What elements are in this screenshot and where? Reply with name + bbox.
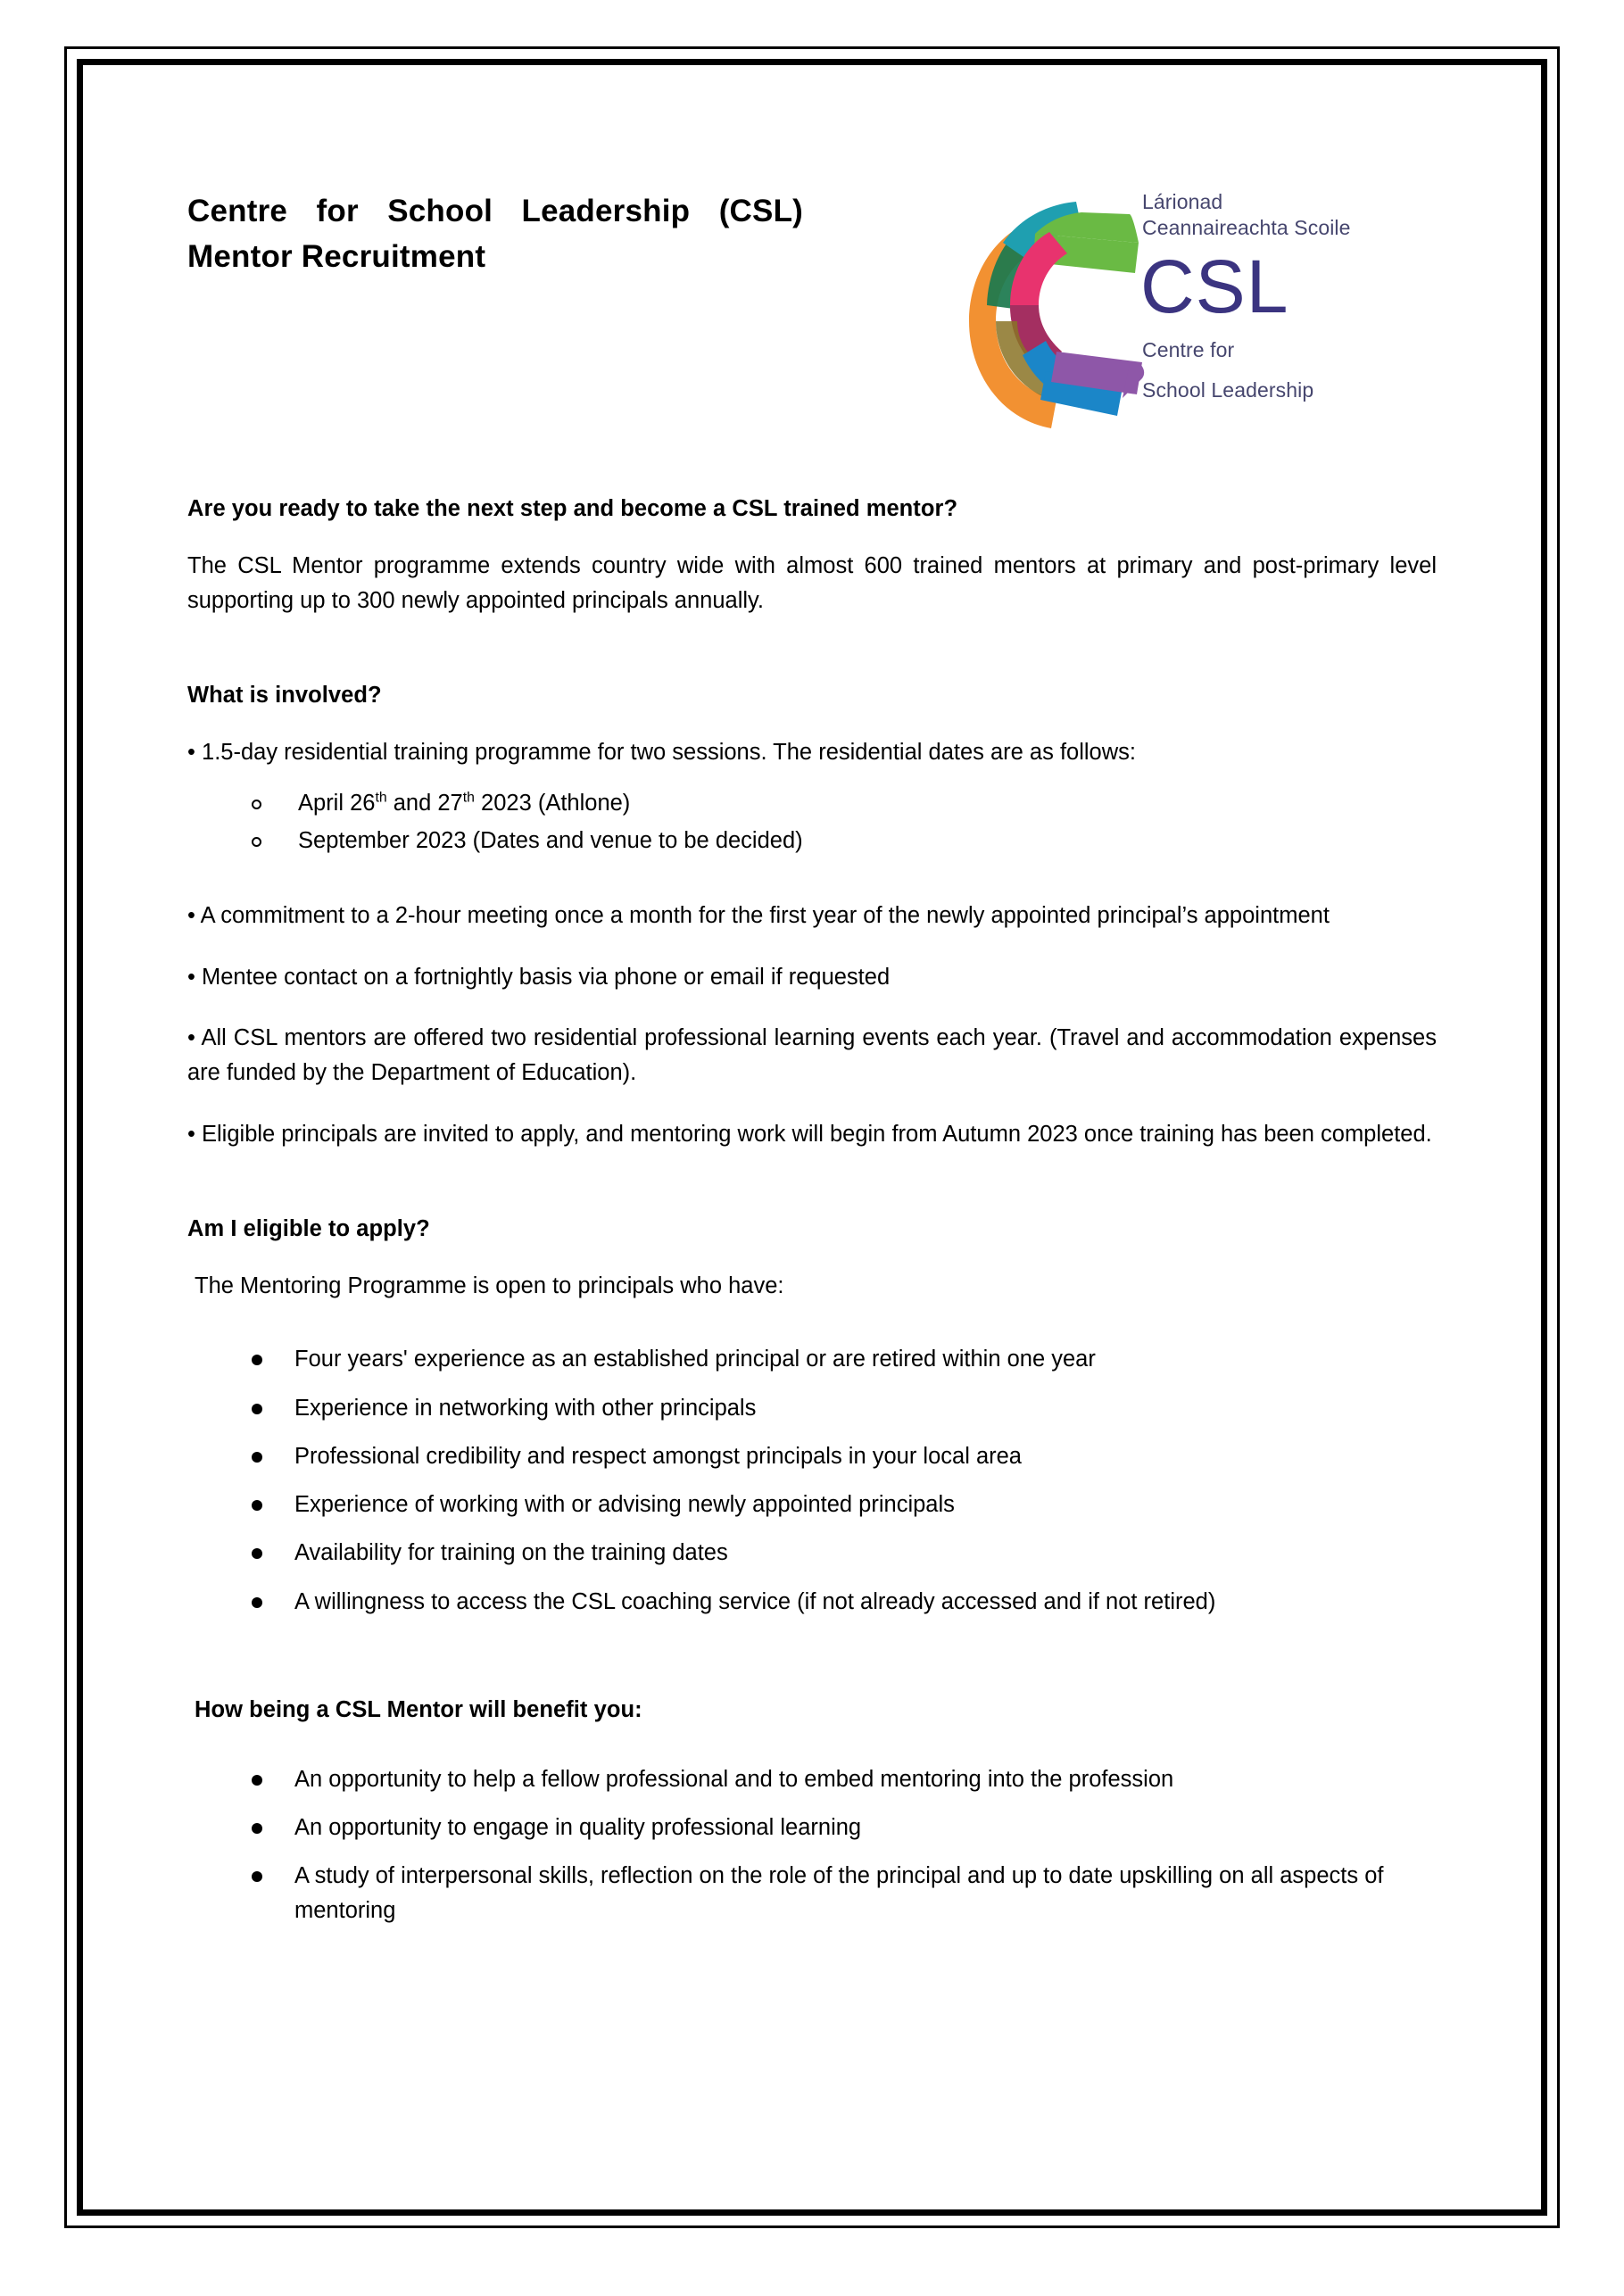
document-header xyxy=(187,134,1437,457)
spacer xyxy=(187,522,1437,549)
section-heading-eligibility: Am I eligible to apply? xyxy=(187,1215,430,1241)
spacer xyxy=(187,1303,1437,1342)
logo-gaelic-line-2: Ceannaireachta Scoile xyxy=(1142,215,1351,239)
logo-tagline-line-2: School Leadership xyxy=(1142,378,1314,402)
intro-paragraph: The CSL Mentor programme extends country wide with almost 600 trained mentors at primary and post-primary level supporting up to 300 newly appointed principals annually. xyxy=(187,553,1437,613)
list-item: Experience of working with or advising newly appointed principals xyxy=(187,1488,1437,1521)
csl-logo xyxy=(964,189,1437,457)
spacer xyxy=(187,994,1437,1021)
list-item xyxy=(187,823,1437,859)
page-title xyxy=(187,189,803,280)
spacer xyxy=(187,1090,1437,1117)
list-item: An opportunity to help a fellow professional and to embed mentoring into the profession xyxy=(187,1762,1437,1796)
sub-bullet-1-prefix: September 2023 (Dates and venue to be decided) xyxy=(298,827,803,853)
involved-bullet-1: • 1.5-day residential training programme for two sessions. The residential dates are as follows: xyxy=(187,739,1136,765)
sub-bullet-0-sup2: th xyxy=(462,790,475,806)
involved-bullet-5: • Eligible principals are invited to apply, and mentoring work will begin from Autumn 2023 once training has been completed. xyxy=(187,1121,1432,1147)
sub-bullet-0-suffix: 2023 (Athlone) xyxy=(474,791,631,816)
list-item: A study of interpersonal skills, reflection on the role of the principal and up to date upskilling on all aspects of mentoring xyxy=(187,1859,1437,1927)
csl-logo-text xyxy=(1142,189,1437,403)
page-title-line-1: Centre for School Leadership (CSL) xyxy=(187,194,803,228)
list-item: Professional credibility and respect amongst principals in your local area xyxy=(187,1439,1437,1473)
spacer xyxy=(187,933,1437,960)
list-item: Four years' experience as an established principal or are retired within one year xyxy=(187,1342,1437,1376)
section-heading-intro: Are you ready to take the next step and become a CSL trained mentor? xyxy=(187,496,958,521)
logo-wordmark: CSL xyxy=(1140,244,1289,328)
logo-tagline-line-1: Centre for xyxy=(1142,338,1235,362)
eligibility-list xyxy=(187,1342,1437,1619)
spacer xyxy=(187,1152,1437,1216)
residential-dates-list xyxy=(187,785,1437,859)
spacer xyxy=(187,1242,1437,1269)
csl-logo-mark-icon xyxy=(964,196,1156,435)
list-item xyxy=(187,785,1437,822)
benefits-list xyxy=(187,1762,1437,1927)
involved-bullet-3: • Mentee contact on a fortnightly basis via phone or email if requested xyxy=(187,964,891,990)
page-title-line-2: Mentor Recruitment xyxy=(187,238,486,274)
involved-bullet-4: • All CSL mentors are offered two residential professional learning events each year. (Travel and accommodation expenses are funded by the Department of Education). xyxy=(187,1025,1437,1086)
list-item: An opportunity to engage in quality professional learning xyxy=(187,1811,1437,1844)
list-item: A willingness to access the CSL coaching service (if not already accessed and if not retired) xyxy=(187,1585,1437,1619)
section-heading-involved: What is involved? xyxy=(187,682,382,708)
eligibility-lead: The Mentoring Programme is open to principals who have: xyxy=(195,1272,784,1298)
spacer xyxy=(187,1633,1437,1697)
sub-bullet-0-sup1: th xyxy=(375,790,387,806)
spacer xyxy=(187,618,1437,683)
list-item: Availability for training on the training dates xyxy=(187,1536,1437,1570)
section-heading-benefits: How being a CSL Mentor will benefit you: xyxy=(195,1696,642,1722)
spacer xyxy=(187,1723,1437,1762)
involved-bullet-2: • A commitment to a 2-hour meeting once a month for the first year of the newly appointed principal’s appointment xyxy=(187,902,1330,928)
spacer xyxy=(187,859,1437,899)
sub-bullet-0-prefix: April 26 xyxy=(298,791,376,816)
spacer xyxy=(187,709,1437,735)
logo-gaelic-line-1: Lárionad xyxy=(1142,190,1223,213)
list-item: Experience in networking with other principals xyxy=(187,1391,1437,1425)
document-content xyxy=(187,134,1437,1942)
sub-bullet-0-mid: and 27 xyxy=(386,791,463,816)
spacer xyxy=(187,769,1437,785)
spacer xyxy=(187,457,1437,496)
